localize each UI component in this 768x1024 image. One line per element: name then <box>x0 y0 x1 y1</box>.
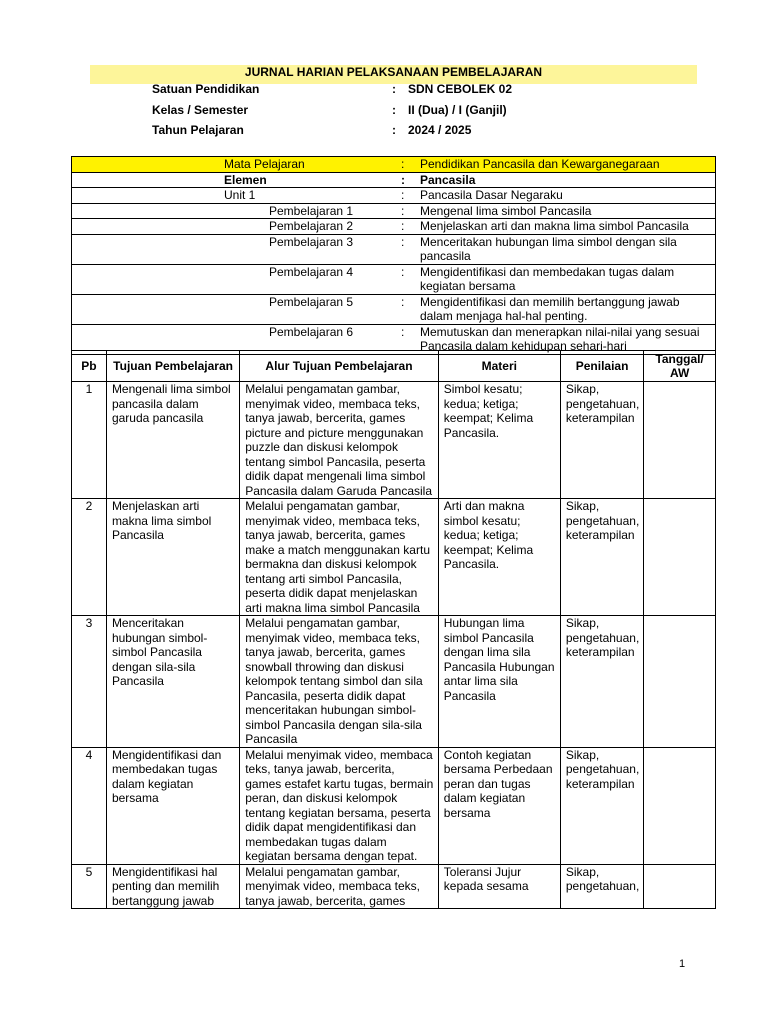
info-row-lesson-4 <box>72 264 716 294</box>
info-value: Pancasila Dasar Negaraku <box>420 188 563 202</box>
cell-tujuan: Mengidentifikasi dan membedakan tugas dalam kegiatan bersama <box>106 747 239 864</box>
info-colon: : <box>401 294 405 309</box>
info-row-lesson-2 <box>72 219 716 235</box>
cell-tujuan: Menjelaskan arti makna lima simbol Pancasila <box>106 499 239 616</box>
info-label: Pembelajaran 1 <box>269 203 354 218</box>
cell-materi: Simbol kesatu; kedua; ketiga; keempat; Kelima Pancasila. <box>438 382 560 499</box>
info-colon: : <box>401 324 405 339</box>
cell-alur: Melalui menyimak video, membaca teks, tanya jawab, bercerita, games estafet kartu tugas, bermain peran, dan diskusi kelompok tentang kegiatan bersama, peserta didik dapat mengidentifikasi dan membedakan tugas dalam kegiatan bersama dengan tepat. <box>240 747 439 864</box>
info-row-subject <box>72 157 716 173</box>
cell-penilaian: Sikap, pengetahuan, keterampilan <box>560 616 643 748</box>
header-penilaian: Penilaian <box>560 351 643 382</box>
info-colon: : <box>401 234 405 249</box>
info-row-element <box>72 172 716 188</box>
info-value: Mengidentifikasi dan memilih bertanggung jawab dalam menjaga hal-hal penting. <box>420 294 680 323</box>
cell-alur: Melalui pengamatan gambar, menyimak video, membaca teks, tanya jawab, bercerita, games snowball throwing dan diskusi kelompok tentang simbol dan sila Pancasila, peserta didik dapat menceritakan hubungan simbol-simbol Pancasila dengan sila-sila Pancasila <box>240 616 439 748</box>
info-label: Pembelajaran 3 <box>269 234 354 249</box>
header-alur: Alur Tujuan Pembelajaran <box>240 351 439 382</box>
info-value: Menjelaskan arti dan makna lima simbol Pancasila <box>420 219 689 233</box>
cell-penilaian: Sikap, pengetahuan, keterampilan <box>560 747 643 864</box>
cell-penilaian: Sikap, pengetahuan, keterampilan <box>560 382 643 499</box>
cell-alur: Melalui pengamatan gambar, menyimak video, membaca teks, tanya jawab, bercerita, games make a match menggunakan kartu bermakna dan diskusi kelompok tentang arti simbol Pancasila, peserta didik dapat menjelaskan arti makna lima simbol Pancasila <box>240 499 439 616</box>
meta-label: Kelas / Semester <box>152 103 249 117</box>
cell-alur: Melalui pengamatan gambar, menyimak video, membaca teks, tanya jawab, bercerita, games picture and picture menggunakan puzzle dan diskusi kelompok tentang simbol Pancasila, peserta didik dapat mengenali lima simbol Pancasila dalam Garuda Pancasila <box>240 382 439 499</box>
info-colon: : <box>401 264 405 279</box>
info-colon: : <box>401 203 405 218</box>
meta-value: SDN CEBOLEK 02 <box>408 82 513 96</box>
info-label: Pembelajaran 6 <box>269 324 354 339</box>
info-value: Menceritakan hubungan lima simbol dengan sila pancasila <box>420 234 677 263</box>
info-label: Mata Pelajaran <box>224 157 305 171</box>
table-row <box>72 382 716 499</box>
document-title: JURNAL HARIAN PELAKSANAAN PEMBELAJARAN <box>90 65 697 84</box>
table-row <box>72 747 716 864</box>
cell-penilaian: Sikap, pengetahuan, <box>560 864 643 909</box>
cell-materi: Arti dan makna simbol kesatu; kedua; ketiga; keempat; Kelima Pancasila. <box>438 499 560 616</box>
cell-materi: Contoh kegiatan bersama Perbedaan peran dan tugas dalam kegiatan bersama <box>438 747 560 864</box>
cell-pb: 1 <box>72 382 107 499</box>
info-value: Mengenal lima simbol Pancasila <box>420 203 592 218</box>
info-row-lesson-3 <box>72 234 716 264</box>
info-label: Elemen <box>224 172 267 187</box>
table-row <box>72 499 716 616</box>
cell-alur: Melalui pengamatan gambar, menyimak video, membaca teks, tanya jawab, bercerita, games <box>240 864 439 909</box>
info-value: Memutuskan dan menerapkan nilai-nilai yang sesuai Pancasila dalam kehidupan sehari-hari <box>420 324 700 353</box>
cell-pb: 3 <box>72 616 107 748</box>
header-pb: Pb <box>72 351 107 382</box>
cell-tanggal[interactable] <box>644 864 716 909</box>
cell-tujuan: Mengenali lima simbol pancasila dalam garuda pancasila <box>106 382 239 499</box>
info-row-lesson-1 <box>72 203 716 219</box>
cell-tanggal[interactable] <box>644 616 716 748</box>
table-row <box>72 864 716 909</box>
cell-tanggal[interactable] <box>644 499 716 616</box>
cell-tujuan: Menceritakan hubungan simbol-simbol Pancasila dengan sila-sila Pancasila <box>106 616 239 748</box>
meta-label: Satuan Pendidikan <box>152 82 260 96</box>
meta-colon: : <box>392 82 396 96</box>
info-label: Unit 1 <box>224 188 256 202</box>
info-colon: : <box>401 188 405 202</box>
info-value: Pendidikan Pancasila dan Kewarganegaraan <box>420 157 660 171</box>
cell-pb: 2 <box>72 499 107 616</box>
cell-pb: 4 <box>72 747 107 864</box>
meta-label: Tahun Pelajaran <box>152 123 244 137</box>
table-header-row <box>72 351 716 382</box>
info-label: Pembelajaran 4 <box>269 264 354 279</box>
header-tujuan: Tujuan Pembelajaran <box>106 351 239 382</box>
info-row-unit <box>72 188 716 204</box>
cell-penilaian: Sikap, pengetahuan, keterampilan <box>560 499 643 616</box>
cell-pb: 5 <box>72 864 107 909</box>
cell-tanggal[interactable] <box>644 382 716 499</box>
info-colon: : <box>401 172 405 187</box>
info-colon: : <box>401 219 405 233</box>
cell-materi: Hubungan lima simbol Pancasila dengan lima sila Pancasila Hubungan antar lima sila Pancasila <box>438 616 560 748</box>
meta-colon: : <box>392 103 396 117</box>
meta-value: 2024 / 2025 <box>408 123 472 137</box>
info-label: Pembelajaran 2 <box>269 219 354 233</box>
cell-tanggal[interactable] <box>644 747 716 864</box>
info-label: Pembelajaran 5 <box>269 294 354 309</box>
table-row <box>72 616 716 748</box>
info-colon: : <box>401 157 405 171</box>
info-value: Pancasila <box>420 172 476 187</box>
meta-value: II (Dua) / I (Ganjil) <box>408 103 507 117</box>
info-value: Mengidentifikasi dan membedakan tugas dalam kegiatan bersama <box>420 264 675 293</box>
subject-info-table <box>71 156 716 355</box>
header-tanggal: Tanggal/ AW <box>644 351 716 382</box>
header-materi: Materi <box>438 351 560 382</box>
cell-tujuan: Mengidentifikasi hal penting dan memilih bertanggung jawab <box>106 864 239 909</box>
journal-table <box>71 350 716 909</box>
page-number: 1 <box>679 958 686 970</box>
info-row-lesson-5 <box>72 294 716 324</box>
cell-materi: Toleransi Jujur kepada sesama <box>438 864 560 909</box>
meta-colon: : <box>392 123 396 137</box>
